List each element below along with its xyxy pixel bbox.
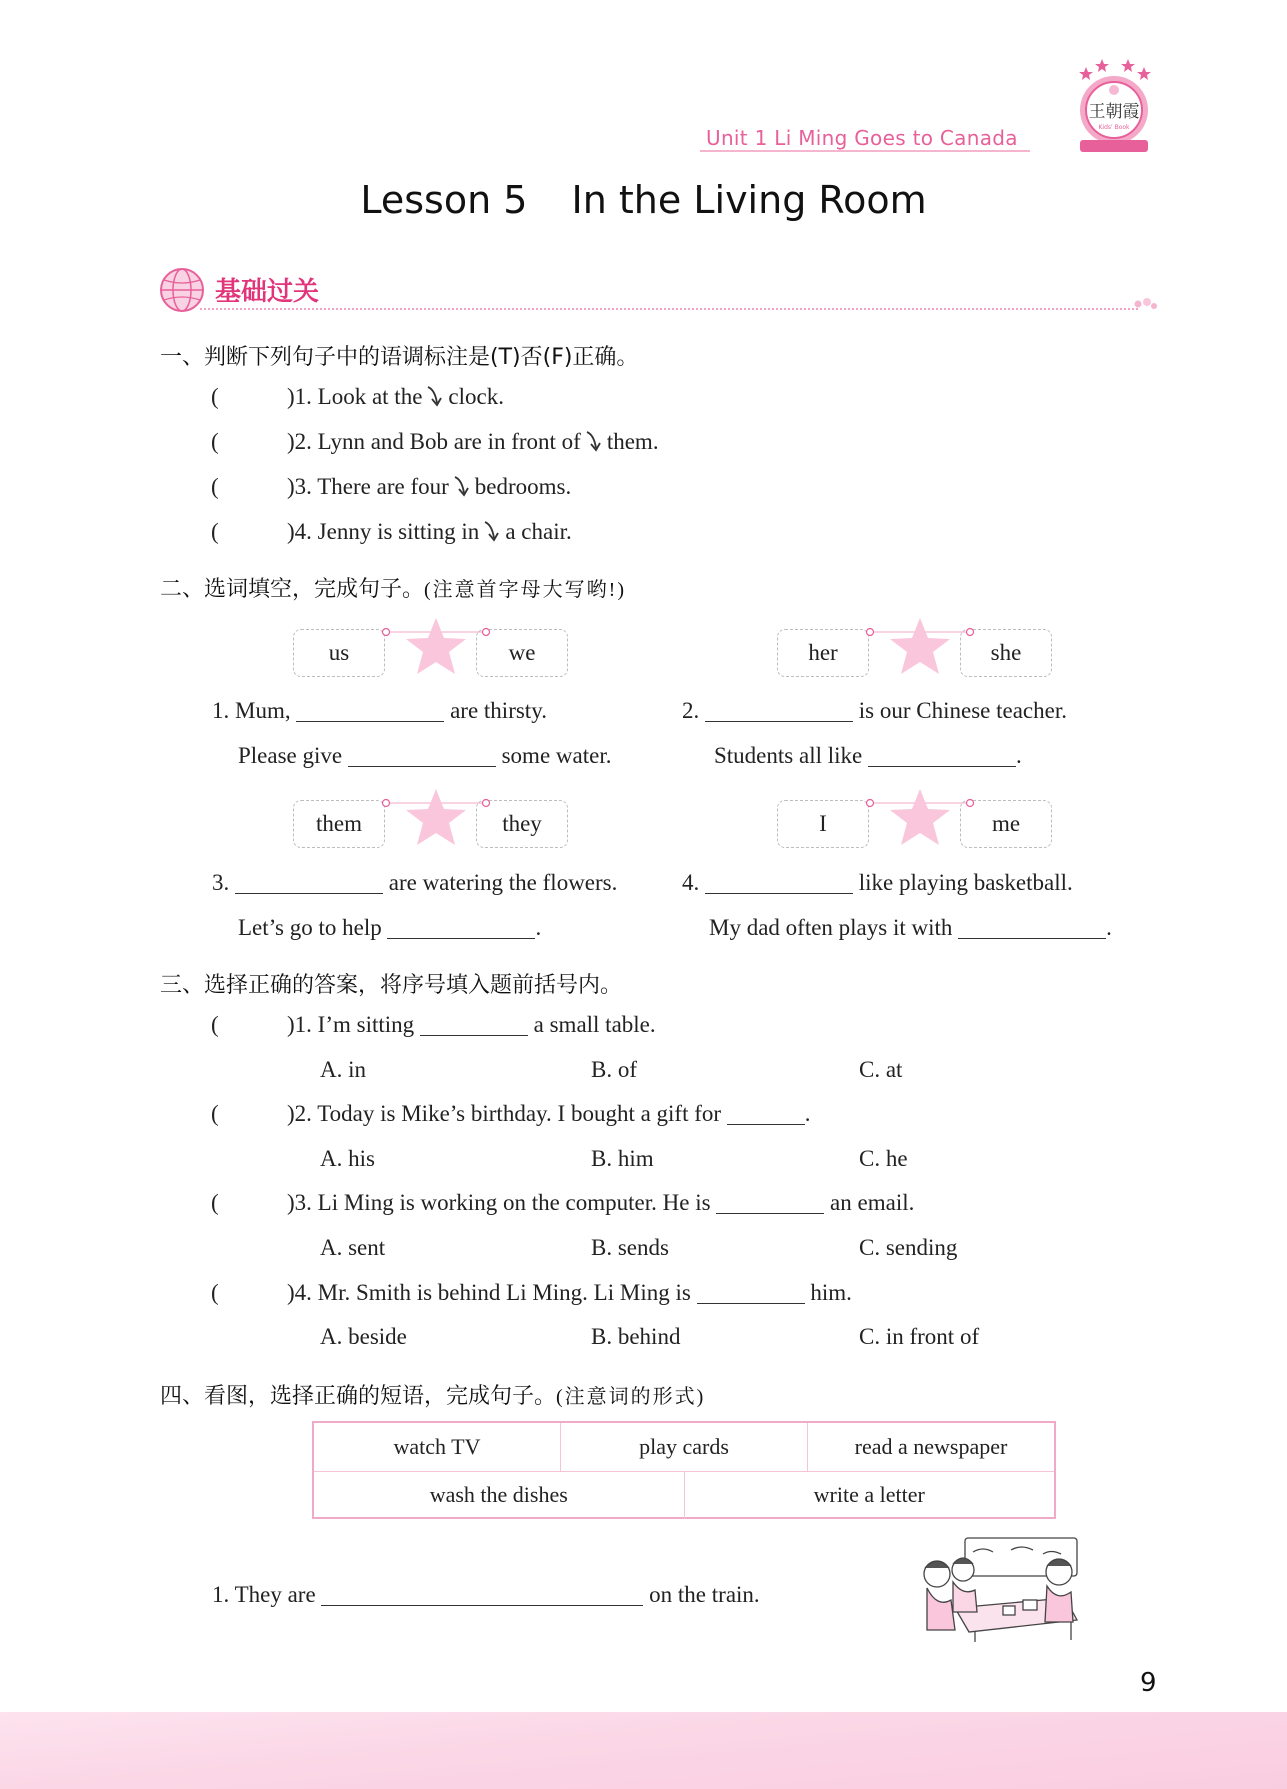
option-b[interactable]: B. of (591, 1057, 637, 1082)
lesson-number: Lesson 5 (360, 178, 528, 222)
word-option-she[interactable]: she (960, 629, 1052, 677)
answer-paren[interactable]: ( (211, 429, 219, 454)
phrase-option[interactable]: watch TV (393, 1434, 481, 1459)
part1-item-1: ( )1. Look at the clock. (211, 384, 504, 409)
falling-intonation-arrow-icon (425, 384, 445, 410)
section-banner-label: 基础过关 (215, 277, 320, 307)
page-number: 9 (1140, 1668, 1157, 1698)
word-option-i[interactable]: I (777, 800, 869, 848)
unit-title: Unit 1 Li Ming Goes to Canada (706, 126, 1018, 150)
fill-blank[interactable] (235, 871, 383, 894)
option-a[interactable]: A. beside (320, 1324, 407, 1349)
word-option-they[interactable]: they (476, 800, 568, 848)
badge-name: 王朝霞 (1088, 102, 1140, 122)
answer-paren[interactable]: ( (211, 1190, 219, 1215)
unit-title-underline (700, 150, 1030, 152)
option-c[interactable]: C. sending (859, 1235, 958, 1260)
option-b[interactable]: B. sends (591, 1235, 669, 1260)
phrase-row (314, 1471, 1054, 1519)
part2-q1-line1: 1. Mum, are thirsty. (212, 698, 547, 723)
phrase-table (312, 1421, 1056, 1519)
star-connector-icon (380, 618, 492, 678)
badge-line: Kids' Book (1098, 124, 1130, 131)
decorative-dots-icon (1134, 296, 1158, 312)
lesson-name: In the Living Room (571, 178, 927, 222)
phrase-row (314, 1423, 1054, 1472)
word-option-her[interactable]: her (777, 629, 869, 677)
fill-blank[interactable] (420, 1013, 528, 1036)
part1-item-3: ( )3. There are four bedrooms. (211, 474, 572, 499)
option-c[interactable]: C. at (859, 1057, 903, 1082)
fill-blank[interactable] (697, 1281, 805, 1304)
falling-intonation-arrow-icon (482, 519, 502, 545)
answer-paren[interactable]: ( (211, 474, 219, 499)
kids-on-train-illustration (915, 1536, 1085, 1642)
option-c[interactable]: C. he (859, 1146, 908, 1171)
footer-band (0, 1712, 1287, 1789)
word-option-we[interactable]: we (476, 629, 568, 677)
star-connector-icon (864, 618, 976, 678)
part4-note: (注意词的形式) (556, 1386, 706, 1408)
star-connector-icon (864, 789, 976, 849)
brand-badge-logo (1072, 58, 1156, 156)
phrase-option[interactable]: play cards (560, 1423, 807, 1471)
page-title (0, 178, 1287, 222)
part1-heading: 一、判断下列句子中的语调标注是(T)否(F)正确。 (160, 345, 639, 370)
fill-blank[interactable] (705, 699, 853, 722)
section-divider (200, 308, 1138, 310)
part2-q2-line2: Students all like . (714, 743, 1022, 768)
answer-paren[interactable]: ( (211, 519, 219, 544)
part3-question-1: ( )1. I’m sitting a small table. (211, 1012, 656, 1037)
fill-blank[interactable] (716, 1191, 824, 1214)
part2-note: (注意首字母大写哟!) (424, 579, 626, 601)
word-option-us[interactable]: us (293, 629, 385, 677)
part2-q4-line1: 4. like playing basketball. (682, 870, 1073, 895)
option-b[interactable]: B. him (591, 1146, 654, 1171)
part2-q1-line2: Please give some water. (238, 743, 612, 768)
phrase-option[interactable]: wash the dishes (429, 1482, 568, 1507)
part4-heading: 四、看图，选择正确的短语，完成句子。(注意词的形式) (160, 1384, 706, 1409)
answer-paren[interactable]: ( (211, 1280, 219, 1305)
globe-icon (158, 266, 206, 314)
part4-q1: 1. They are on the train. (212, 1582, 760, 1607)
part2-q3-line2: Let’s go to help . (238, 915, 542, 940)
answer-paren[interactable]: ( (211, 384, 219, 409)
answer-paren[interactable]: ( (211, 1101, 219, 1126)
option-c[interactable]: C. in front of (859, 1324, 980, 1349)
fill-blank[interactable] (868, 744, 1016, 767)
part2-q3-line1: 3. are watering the flowers. (212, 870, 618, 895)
part3-question-2: ( )2. Today is Mike’s birthday. I bought a gift for . (211, 1101, 811, 1126)
fill-blank[interactable] (321, 1583, 643, 1606)
part1-item-4: ( )4. Jenny is sitting in a chair. (211, 519, 572, 544)
star-connector-icon (380, 789, 492, 849)
option-b[interactable]: B. behind (591, 1324, 681, 1349)
part3-question-4: ( )4. Mr. Smith is behind Li Ming. Li Ming is him. (211, 1280, 852, 1305)
phrase-option[interactable]: read a newspaper (807, 1423, 1054, 1471)
part2-q4-line2: My dad often plays it with . (709, 915, 1112, 940)
part1-item-2: ( )2. Lynn and Bob are in front of them. (211, 429, 659, 454)
part2-heading: 二、选词填空，完成句子。(注意首字母大写哟!) (160, 577, 626, 602)
part2-q2-line1: 2. is our Chinese teacher. (682, 698, 1067, 723)
part3-heading: 三、选择正确的答案，将序号填入题前括号内。 (160, 973, 623, 998)
fill-blank[interactable] (958, 916, 1106, 939)
option-a[interactable]: A. his (320, 1146, 375, 1171)
fill-blank[interactable] (705, 871, 853, 894)
word-option-them[interactable]: them (293, 800, 385, 848)
answer-paren[interactable]: ( (211, 1012, 219, 1037)
option-a[interactable]: A. sent (320, 1235, 386, 1260)
falling-intonation-arrow-icon (584, 429, 604, 455)
phrase-option[interactable]: write a letter (684, 1471, 1055, 1519)
fill-blank[interactable] (348, 744, 496, 767)
falling-intonation-arrow-icon (452, 474, 472, 500)
part3-question-3: ( )3. Li Ming is working on the computer. He is an email. (211, 1190, 915, 1215)
fill-blank[interactable] (387, 916, 535, 939)
fill-blank[interactable] (727, 1102, 805, 1125)
word-option-me[interactable]: me (960, 800, 1052, 848)
option-a[interactable]: A. in (320, 1057, 366, 1082)
fill-blank[interactable] (296, 699, 444, 722)
